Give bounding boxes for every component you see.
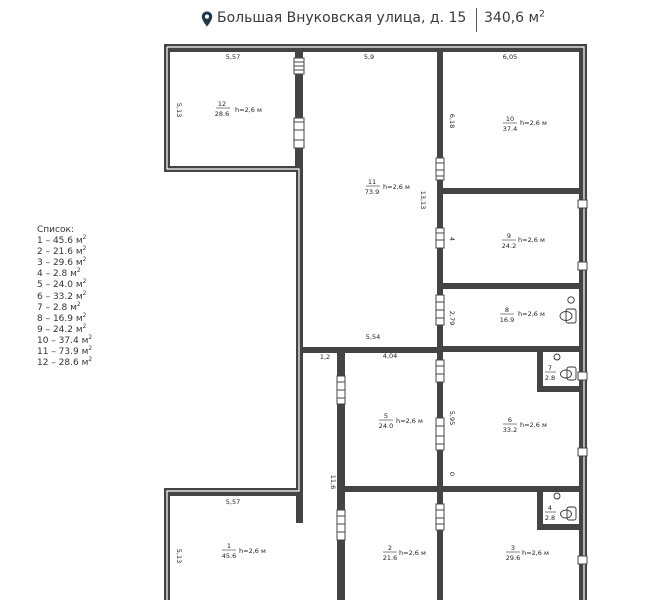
room-number: 10	[505, 115, 515, 123]
legend-item-sup: 2	[88, 334, 93, 341]
room-area: 2.8	[544, 374, 556, 382]
dimension-label: 5,9	[363, 53, 375, 61]
total-area-value: 340,6 м	[484, 10, 540, 26]
legend-item-text: 1 – 45.6 м	[37, 236, 83, 247]
room-number: 8	[504, 306, 510, 314]
legend-item-text: 12 – 28.6 м	[37, 358, 89, 369]
room-height: h=2,6 м	[520, 119, 547, 127]
toilet-icon	[560, 297, 576, 323]
room-height: h=2,6 м	[518, 236, 545, 244]
room-height: h=2,6 м	[235, 106, 262, 114]
room-9-label	[502, 232, 545, 250]
room-area: 21.6	[382, 554, 398, 562]
legend-item-text: 7 – 2.8 м	[37, 302, 77, 313]
room-number: 2	[387, 544, 393, 552]
dimension-label: 4,04	[382, 352, 398, 360]
room-area: 33.2	[502, 426, 518, 434]
room-4-label	[545, 504, 556, 522]
room-height: h=2,6 м	[383, 183, 410, 191]
room-height: h=2,6 м	[522, 549, 549, 557]
dimension-label: 13,13	[419, 190, 427, 210]
room-6-label	[503, 416, 547, 434]
room-10-label	[503, 115, 547, 133]
legend-item-text: 8 – 16.9 м	[37, 313, 83, 324]
room-11-label	[365, 178, 410, 196]
room-number: 3	[510, 544, 516, 552]
room-3-label	[506, 544, 549, 562]
dimension-label: 5,95	[448, 410, 456, 426]
room-area: 24.2	[501, 242, 517, 250]
legend-title: Список:	[37, 225, 74, 235]
legend-item-sup: 2	[88, 346, 93, 353]
legend-item-sup: 2	[76, 268, 81, 275]
room-area: 29.6	[505, 554, 521, 562]
dimension-label: 1,2	[319, 353, 331, 361]
legend-item-sup: 2	[82, 323, 87, 330]
dimension-label: 4	[448, 236, 456, 242]
dimension-label: 6,05	[502, 53, 518, 61]
dimension-label: 0	[448, 471, 456, 477]
toilet-icon	[554, 354, 576, 380]
room-area: 24.0	[378, 422, 394, 430]
room-height: h=2,6 м	[396, 417, 423, 425]
legend-item-text: 10 – 37.4 м	[37, 335, 89, 346]
room-number: 12	[217, 100, 227, 108]
room-number: 5	[383, 412, 389, 420]
dimension-label: 6,18	[448, 113, 456, 129]
dimension-label: 5,54	[365, 333, 381, 341]
legend-item-text: 11 – 73.9 м	[37, 347, 89, 358]
room-number: 4	[547, 504, 553, 512]
legend-item-sup: 2	[76, 301, 81, 308]
room-area: 73.9	[364, 188, 380, 196]
dimension-label: 5,13	[175, 102, 183, 118]
total-area-unit-sup: 2	[539, 9, 545, 20]
address-title: Большая Внуковская улица, д. 15	[217, 10, 467, 26]
legend-item-text: 4 – 2.8 м	[37, 269, 77, 280]
room-number: 7	[547, 364, 553, 372]
room-height: h=2,6 м	[239, 547, 266, 555]
dimension-label: 5,57	[225, 498, 241, 506]
dimension-label: 11,6	[329, 474, 337, 490]
dimension-label: 2,79	[448, 310, 456, 326]
legend-item-sup: 2	[82, 290, 87, 297]
legend-item-text: 9 – 24.2 м	[37, 324, 83, 335]
room-number: 1	[226, 542, 232, 550]
legend-item-text: 6 – 33.2 м	[37, 291, 83, 302]
legend-item-sup: 2	[82, 235, 87, 242]
room-area: 28.6	[214, 110, 230, 118]
room-area: 37.4	[502, 125, 518, 133]
toilet-icon	[554, 493, 576, 520]
room-5-label	[379, 412, 423, 430]
legend-item-text: 2 – 21.6 м	[37, 247, 83, 258]
wall-outline-inner	[167, 47, 584, 600]
room-8-label	[500, 306, 545, 324]
building-walls	[164, 44, 587, 600]
legend-item-sup: 2	[88, 357, 93, 364]
room-area: 2.8	[544, 514, 556, 522]
room-7-label	[545, 364, 556, 382]
room-number: 11	[367, 178, 377, 186]
room-number: 6	[507, 416, 513, 424]
legend-item-sup: 2	[82, 279, 87, 286]
room-area: 16.9	[499, 316, 515, 324]
room-height: h=2,6 м	[518, 310, 545, 318]
room-area: 45.6	[221, 552, 237, 560]
room-number: 9	[506, 232, 512, 240]
room-height: h=2,6 м	[399, 549, 426, 557]
legend-item-text: 3 – 29.6 м	[37, 258, 83, 269]
room-2-label	[383, 544, 426, 562]
room-12-label	[215, 100, 262, 118]
room-1-label	[222, 542, 266, 560]
legend-item-sup: 2	[82, 257, 87, 264]
dimension-label: 5,57	[225, 53, 241, 61]
legend-item-text: 5 – 24.0 м	[37, 280, 83, 291]
dimension-label: 5,13	[175, 548, 183, 564]
room-height: h=2,6 м	[520, 421, 547, 429]
legend-item-sup: 2	[82, 246, 87, 253]
legend-item-sup: 2	[82, 312, 87, 319]
